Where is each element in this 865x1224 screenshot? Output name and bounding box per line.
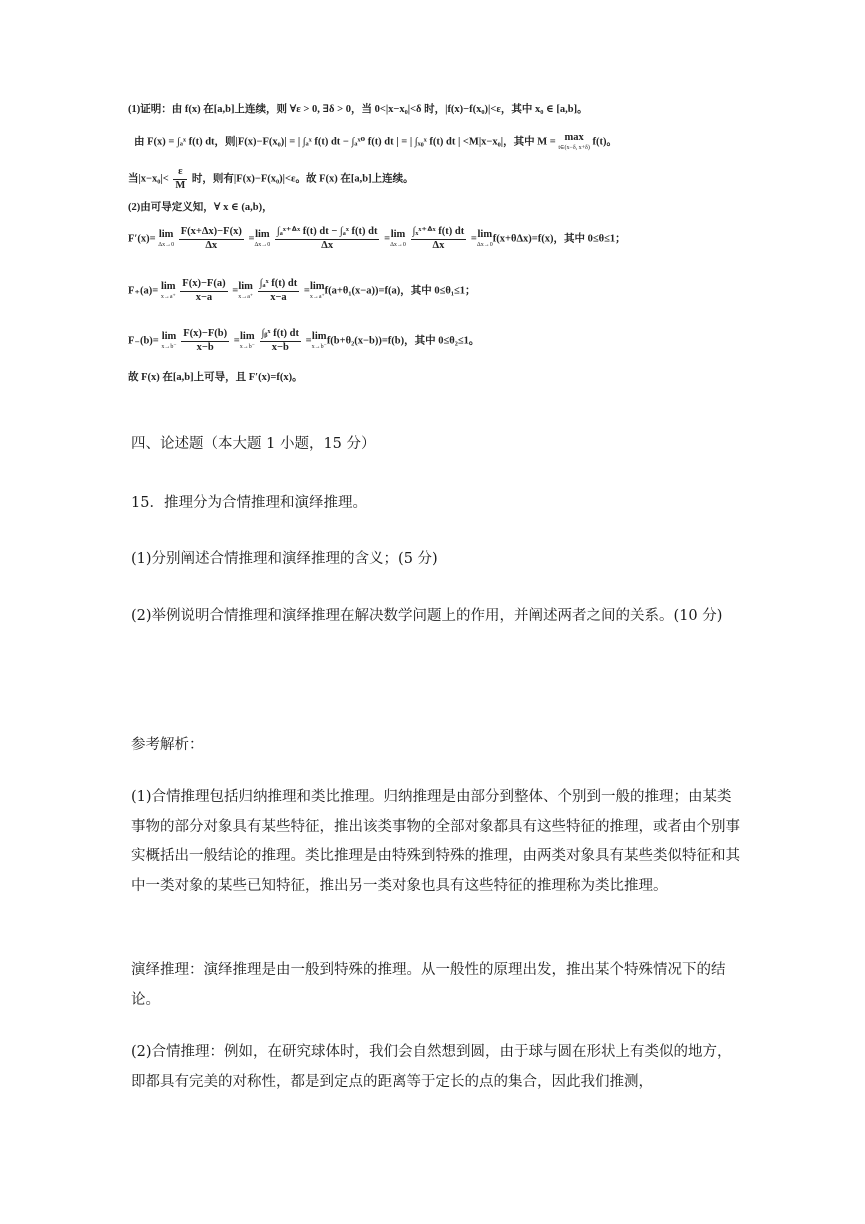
- fraction: [179, 226, 244, 252]
- fraction: [275, 226, 380, 252]
- proof-line-6-tail: f(a+θ₁(x−a))=f(a)，其中 0≤θ₁≤1；: [324, 285, 476, 297]
- proof-line-5-tail: f(x+θΔx)=f(x)，其中 0≤θ≤1；: [492, 233, 626, 245]
- lim-subscript: x→b⁻: [239, 343, 255, 350]
- lim-word: lim: [309, 281, 325, 293]
- proof-line-3-text: 当|x−x₀|<: [128, 173, 169, 185]
- fraction-numerator: ∫ₓˣ⁺ᐞˣ f(t) dt: [411, 226, 467, 240]
- answer-part-2: (2)合情推理：例如，在研究球体时，我们会自然想到圆，由于球与圆在形状上有类似的地方，即都具有完美的对称性，都是到定点的距离等于定长的点的集合，因此我们推测，: [131, 1044, 732, 1090]
- proof-line-3-tail: 时，则有|F(x)−F(x₀)|<ε。故 F(x) 在[a,b]上连续。: [191, 173, 414, 185]
- fraction-denominator: Δx: [432, 239, 445, 251]
- fraction: [180, 278, 227, 304]
- limit-operator: [390, 229, 406, 249]
- lim-subscript: Δx→0: [476, 241, 493, 248]
- limit-operator: [158, 229, 174, 249]
- lim-word: lim: [161, 331, 177, 343]
- section-heading: 四、论述题（本大题 1 小题，15 分）: [131, 436, 376, 452]
- left-derivative-label: F₋(b)=: [128, 335, 159, 347]
- lim-subscript: Δx→0: [254, 241, 271, 248]
- lim-word: lim: [238, 281, 253, 293]
- limit-operator: [161, 281, 176, 301]
- lim-word: lim: [311, 331, 327, 343]
- proof-line-8: 故 F(x) 在[a,b]上可导，且 F′(x)=f(x)。: [128, 372, 303, 383]
- fraction-denominator: M: [175, 179, 186, 191]
- right-derivative-label: F₊(a)=: [128, 285, 159, 297]
- fraction-numerator: ∫ₐˣ⁺ᐞˣ f(t) dt − ∫ₐˣ f(t) dt: [275, 226, 380, 240]
- proof-line-4: (2)由可导定义知，∀ x ∈ (a,b)，: [128, 202, 273, 213]
- limit-operator: [477, 229, 493, 249]
- max-operator: [558, 132, 590, 152]
- lim-word: lim: [158, 229, 174, 241]
- max-subscript: t∈(x−δ, x+δ): [558, 144, 590, 151]
- fraction-denominator: x−a: [195, 291, 213, 303]
- lim-word: lim: [160, 281, 176, 293]
- lim-subscript: x→a⁺: [309, 293, 325, 300]
- lim-word: lim: [239, 331, 255, 343]
- fraction-denominator: x−b: [196, 341, 214, 353]
- proof-line-6: F₊(a)= lim x→a⁺ $\frac{F(x)-F(a)}{x-a}$ =lim x→a⁺ $\frac{\text{∫ₐˣ f(t) dt}}{x-a}$ =lim x→a⁺ f(a+θ₁(x−a))=f(a)，其中 0≤θ₁≤1；: [128, 278, 476, 303]
- fraction-denominator: Δx: [205, 239, 218, 251]
- max-word: max: [564, 132, 584, 143]
- lim-subscript: x→a⁺: [238, 293, 254, 300]
- fraction-numerator: ∫ₐˣ f(t) dt: [258, 278, 300, 292]
- proof-line-5: F′(x)= lim Δx→0 $\frac{F(x+\Delta x)-F(x)}{\Delta x}$ =lim Δx→0 $\frac{\text{∫ₐˣ⁺ᐞˣ f(t) dt − ∫ₐˣ f(t) dt}}{\Delta x}$ =lim Δx→0 $\frac{\text{∫ₓˣ⁺ᐞˣ f(t) dt}}{\Delta x}$ =lim Δx→0 f(x+θΔx)=f(x)，其中 0≤θ≤1；: [128, 226, 626, 251]
- fraction-numerator: F(x+Δx)−F(x): [179, 226, 244, 240]
- proof-line-2-tail: f(t)。: [592, 136, 617, 148]
- limit-operator: [238, 281, 253, 301]
- question-15-part-1: (1)分别阐述合情推理和演绎推理的含义；(5 分): [131, 551, 438, 567]
- limit-operator: [312, 331, 327, 351]
- fraction-numerator: ∫ᵦˣ f(t) dt: [260, 328, 302, 342]
- answer-deductive: 演绎推理：演绎推理是由一般到特殊的推理。从一般性的原理出发，推出某个特殊情况下的结论。: [131, 962, 726, 1008]
- limit-operator: [254, 229, 270, 249]
- fraction-numerator: ε: [173, 166, 187, 180]
- answer-part-1: (1)合情推理包括归纳推理和类比推理。归纳推理是由部分到整体、个别到一般的推理；由某类事物的部分对象具有某些特征，推出该类事物的全部对象都具有这些特征的推理，或者由个别事实概括出一般结论的推理。类比推理是由特殊到特殊的推理，由两类对象具有某些类似特征和其中一类对象的某些已知特征，推出另一类对象也具有这些特征的推理称为类比推理。: [131, 789, 740, 894]
- proof-line-7: F₋(b)= lim x→b⁻ $\frac{F(x)-F(b)}{x-b}$ =lim x→b⁻ $\frac{\text{∫ᵦˣ f(t) dt}}{x-b}$ =lim x→b⁻ f(b+θ₂(x−b))=f(b)，其中 0≤θ₂≤1。: [128, 328, 480, 353]
- lim-subscript: Δx→0: [158, 241, 175, 248]
- derivative-label: F′(x)=: [128, 233, 156, 245]
- fraction-denominator: x−a: [270, 291, 287, 303]
- fraction: [260, 328, 302, 354]
- fraction: [181, 328, 229, 354]
- lim-word: lim: [390, 229, 406, 241]
- proof-line-2: [134, 132, 617, 152]
- proof-line-2-text: 由 F(x) = ∫ₐˣ f(t) dt，则|F(x)−F(x₀)| = | ∫ₐˣ f(t) dt − ∫ₐˣ⁰ f(t) dt | = | ∫ₓ₀ˣ f(t) dt | <M|x−x₀|，其中 M =: [134, 136, 556, 148]
- lim-subscript: x→b⁻: [311, 343, 327, 350]
- lim-subscript: x→a⁺: [160, 293, 176, 300]
- proof-line-7-tail: f(b+θ₂(x−b))=f(b)，其中 0≤θ₂≤1。: [326, 335, 480, 347]
- fraction-eps-over-m: [173, 166, 187, 192]
- fraction-numerator: F(x)−F(b): [181, 328, 229, 342]
- limit-operator: [240, 331, 255, 351]
- question-15: 15．推理分为合情推理和演绎推理。: [131, 495, 367, 511]
- proof-line-3: [128, 166, 414, 192]
- lim-subscript: Δx→0: [390, 241, 406, 248]
- proof-line-1: (1)证明：由 f(x) 在[a,b]上连续，则 ∀ε > 0, ∃δ > 0，当 0<|x−x₀|<δ 时，|f(x)−f(x₀)|<ε，其中 x₀ ∈ [a,b]。: [128, 104, 588, 115]
- limit-operator: [310, 281, 325, 301]
- fraction-numerator: F(x)−F(a): [180, 278, 227, 292]
- reference-answer-title: 参考解析：: [131, 737, 204, 753]
- fraction-denominator: Δx: [321, 239, 334, 251]
- fraction: [258, 278, 300, 304]
- question-15-part-2: (2)举例说明合情推理和演绎推理在解决数学问题上的作用，并阐述两者之间的关系。(10 分): [131, 608, 723, 624]
- fraction: [411, 226, 467, 252]
- lim-word: lim: [255, 229, 270, 241]
- limit-operator: [161, 331, 176, 351]
- fraction-denominator: x−b: [271, 341, 289, 353]
- lim-subscript: x→b⁻: [161, 343, 177, 350]
- lim-word: lim: [477, 229, 493, 241]
